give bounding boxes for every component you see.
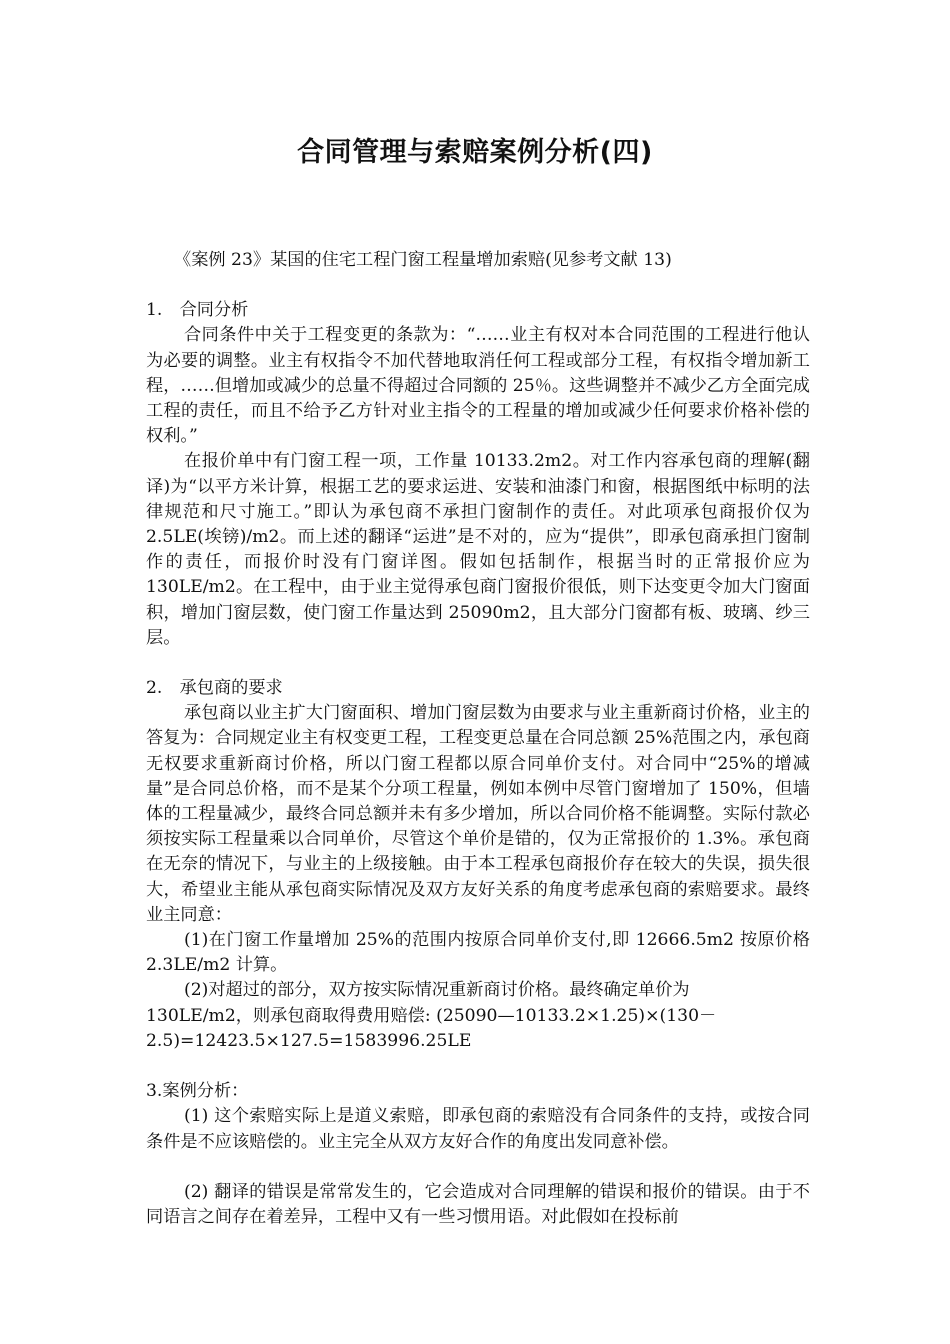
case-line: 《案例 23》某国的住宅工程门窗工程量增加索赔(见参考文献 13): [174, 250, 672, 270]
section-3-heading: 3.案例分析：: [146, 1081, 249, 1102]
section-2-item-1: (1)在门窗工作量增加 25%的范围内按原合同单价支付,即 12666.5m2 按原价格 2.3LE/m2 计算。: [146, 930, 810, 976]
section-2-paragraph-1: 承包商以业主扩大门窗面积、增加门窗层数为由要求与业主重新商讨价格，业主的答复为：合同规定业主有权变更工程，工程变更总量在合同总额 25%范围之内，承包商无权要求重新商讨价格，所以门窗工程都以原合同单价支付。对合同中“25%的增减量”是合同总价格，而不是某个分项工程量，例如本例中尽管门窗增加了 150%，但墙体的工程量减少，最终合同总额并未有多少增加，所以合同价格不能调整。实际付款必须按实际工程量乘以合同单价，尽管这个单价是错的，仅为正常报价的 1.3%。承包商在无奈的情况下，与业主的上级接触。由于本工程承包商报价存在较大的失误，损失很大，希望业主能从承包商实际情况及双方友好关系的角度考虑承包商的索赔要求。最终业主同意：: [146, 703, 810, 925]
section-3-paragraph-2: (2) 翻译的错误是常常发生的，它会造成对合同理解的错误和报价的错误。由于不同语言之间存在着差异，工程中又有一些习惯用语。对此假如在投标前: [146, 1181, 810, 1227]
section-1-paragraph-2: 在报价单中有门窗工程一项，工作量 10133.2m2。对工作内容承包商的理解(翻译)为“以平方米计算，根据工艺的要求运进、安装和油漆门和窗，根据图纸中标明的法律规范和尺寸施工。”即认为承包商不承担门窗制作的责任。对此项承包商报价仅为 2.5LE(埃镑)/m2。而上述的翻译“运进”是不对的，应为“提供”，即承包商承担门窗制作的责任，而报价时没有门窗详图。假如包括制作，根据当时的正常报价应为 130LE/m2。在工程中，由于业主觉得承包商门窗报价很低，则下达变更令加大门窗面积，增加门窗层数，使门窗工作量达到 25090m2，且大部分门窗都有板、玻璃、纱三层。: [146, 451, 810, 648]
section-2-item-2-line-2: 130LE/m2，则承包商取得费用赔偿: (25090—10133.2×1.25)×(130－: [146, 1005, 717, 1026]
section-2-heading: 2. 承包商的要求: [146, 678, 283, 699]
document-title: 合同管理与索赔案例分析(四): [297, 137, 653, 168]
section-1-heading: 1. 合同分析: [146, 300, 249, 321]
section-2-item-2-line-1: (2)对超过的部分，双方按实际情况重新商讨价格。最终确定单价为: [184, 980, 690, 1001]
document-body: [146, 248, 810, 1230]
section-2-item-2-line-3: 2.5)=12423.5×127.5=1583996.25LE: [146, 1030, 472, 1051]
section-3-paragraph-1: (1) 这个索赔实际上是道义索赔，即承包商的索赔没有合同条件的支持，或按合同条件是不应该赔偿的。业主完全从双方友好合作的角度出发同意补偿。: [146, 1106, 810, 1152]
section-1-paragraph-1: 合同条件中关于工程变更的条款为：“……业主有权对本合同范围的工程进行他认为必要的调整。业主有权指令不加代替地取消任何工程或部分工程，有权指令增加新工程，……但增加或减少的总量不得超过合同额的 25％。这些调整并不减少乙方全面完成工程的责任，而且不给予乙方针对业主指令的工程量的增加或减少任何要求价格补偿的权利。”: [146, 325, 810, 447]
